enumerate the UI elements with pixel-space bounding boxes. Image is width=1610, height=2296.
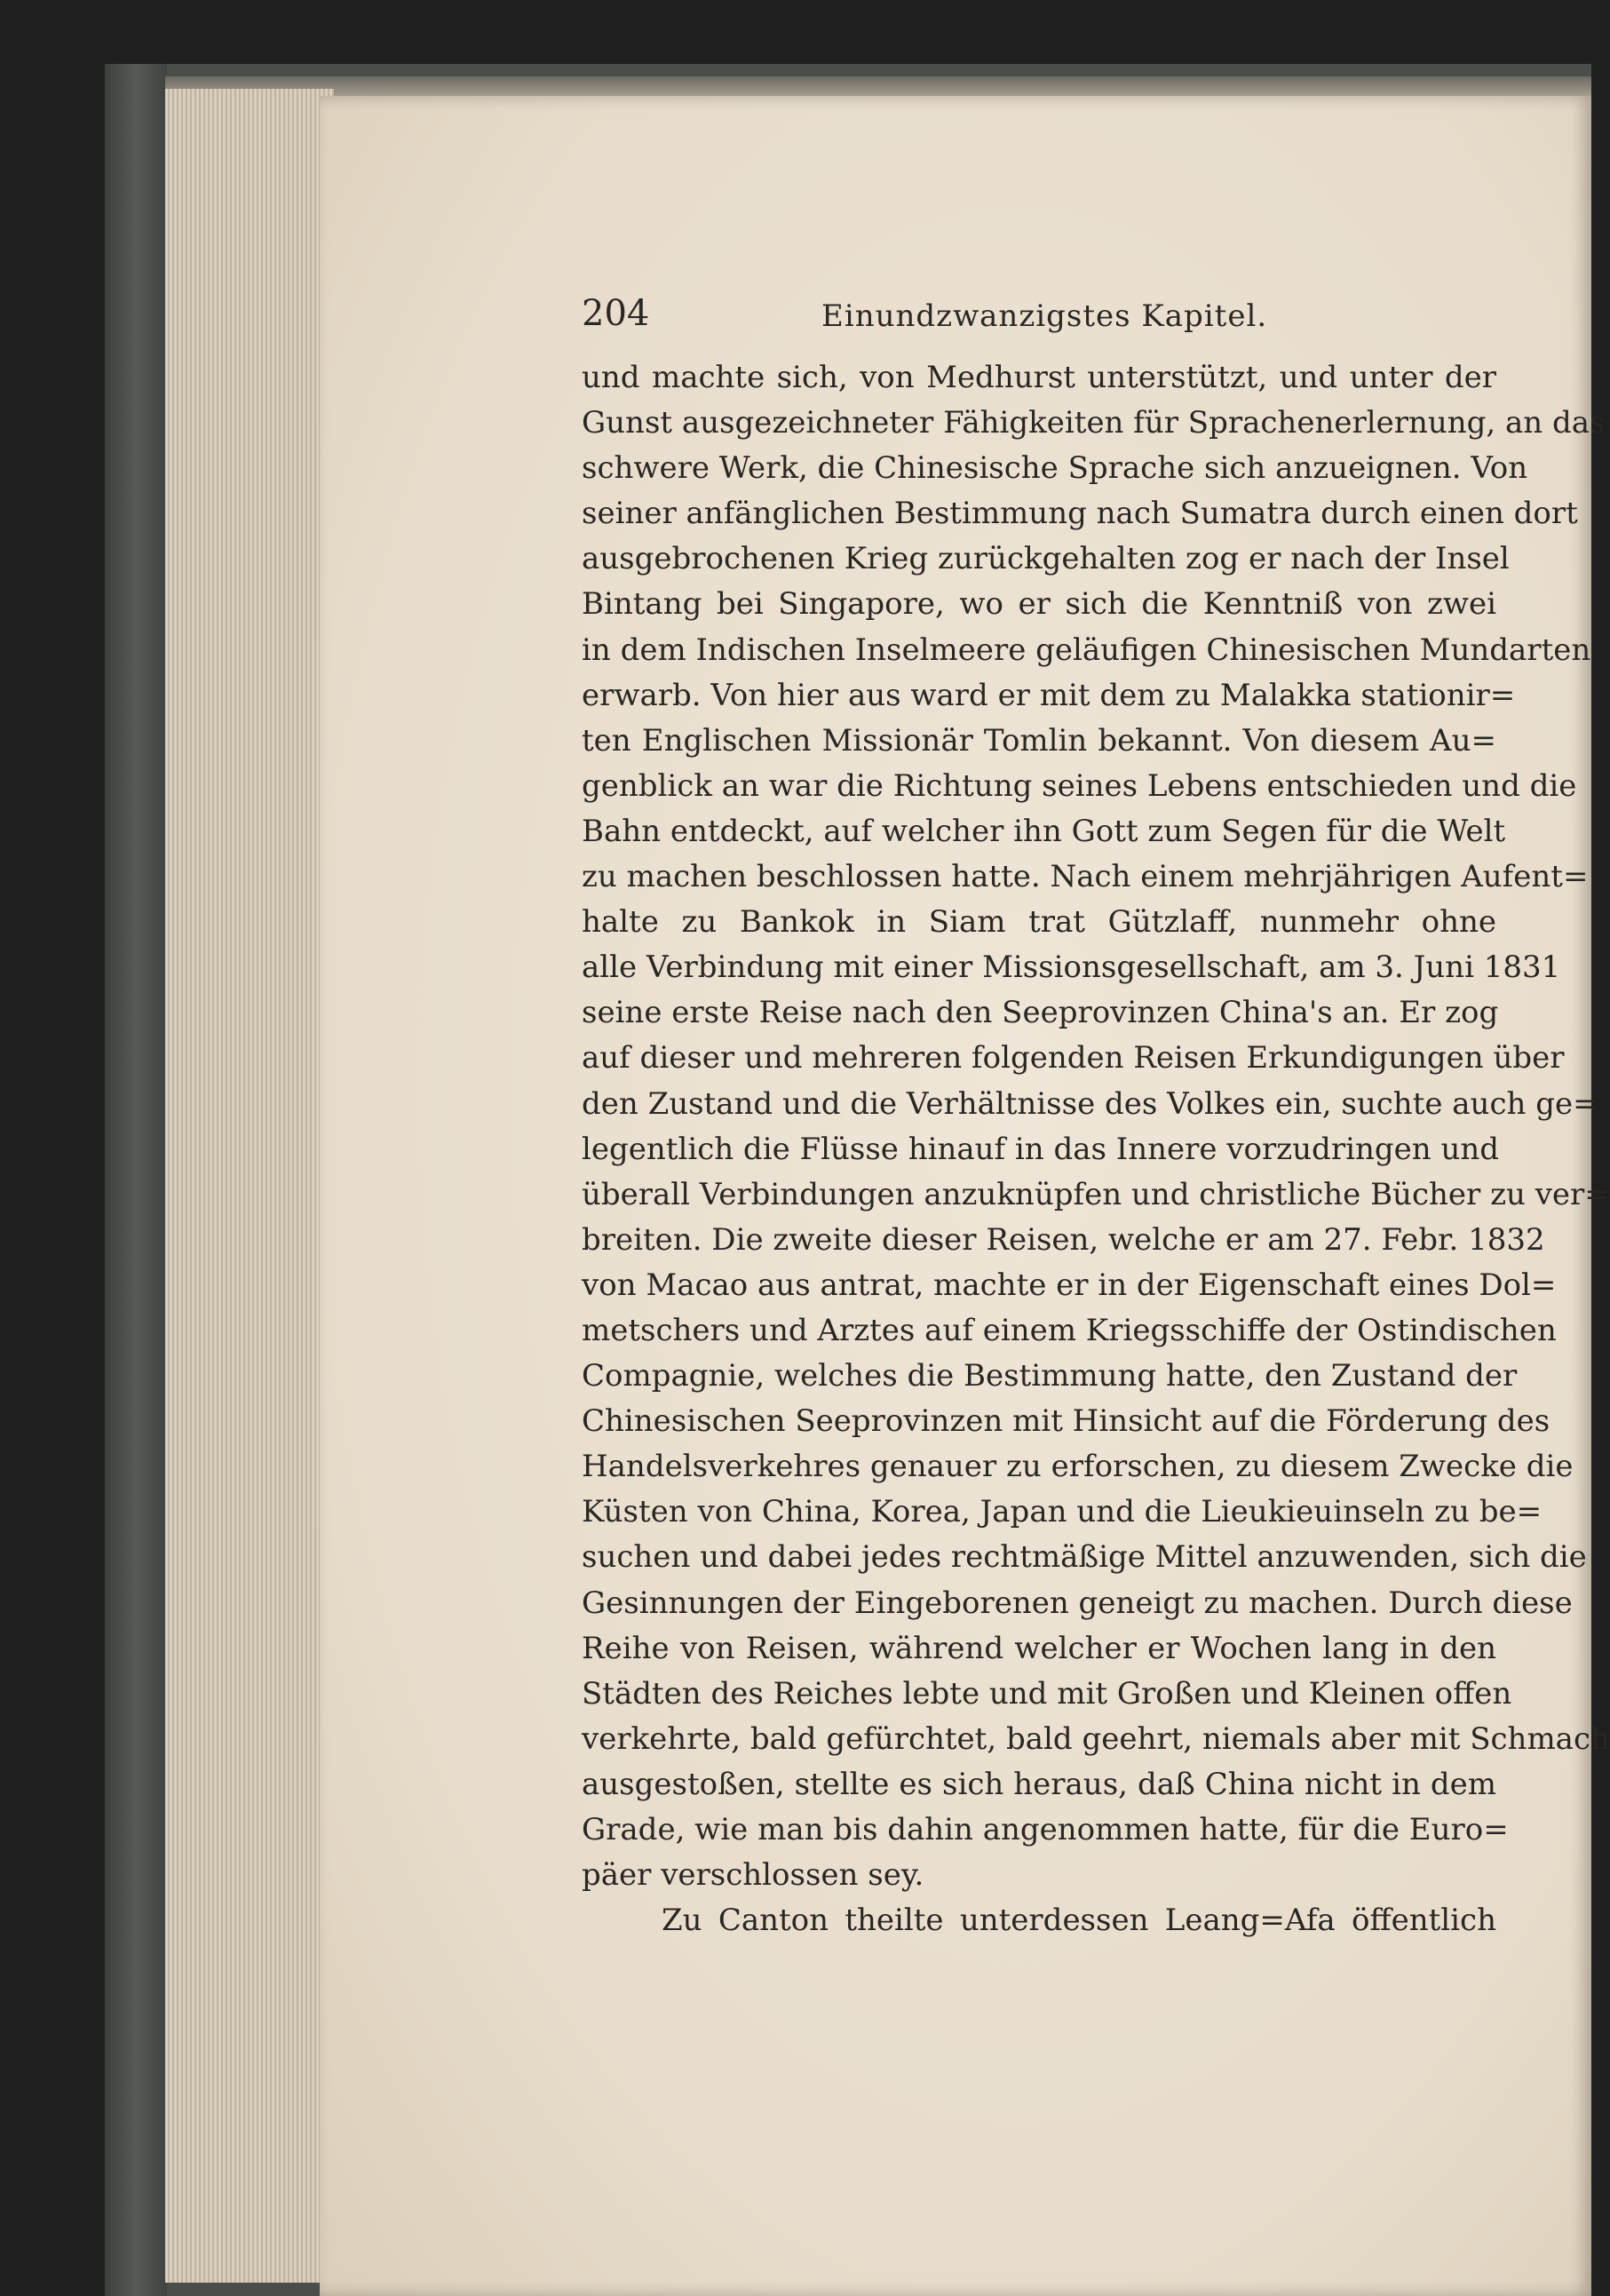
text-line: metschers und Arztes auf einem Kriegsschiffe der Ostindischen <box>582 1312 1557 1348</box>
text-line: Handelsverkehres genauer zu erforschen, zu diesem Zwecke die <box>582 1449 1574 1485</box>
running-title: Einundzwanzigstes Kapitel. <box>821 298 1268 334</box>
text-line: ausgestoßen, stellte es sich heraus, daß China nicht in dem <box>582 1766 1496 1802</box>
text-line: überall Verbindungen anzuknüpfen und christliche Bücher zu ver= <box>582 1176 1610 1212</box>
text-line: päer verschlossen sey. <box>582 1857 924 1894</box>
page-number: 204 <box>582 293 650 334</box>
text-line: ten Englischen Missionär Tomlin bekannt. Von diesem Au= <box>582 722 1496 759</box>
text-line: Grade, wie man bis dahin angenommen hatte, für die Euro= <box>582 1812 1509 1847</box>
text-line: den Zustand und die Verhältnisse des Volkes ein, suchte auch ge= <box>582 1085 1598 1122</box>
text-line: Bintang bei Singapore, wo er sich die Kenntniß von zwei <box>582 586 1496 623</box>
text-line: schwere Werk, die Chinesische Sprache sich anzueignen. Von <box>582 450 1528 487</box>
text-line: in dem Indischen Inselmeere geläufigen Chinesischen Mundarten <box>582 632 1591 668</box>
text-line: Reihe von Reisen, während welcher er Wochen lang in den <box>582 1630 1496 1666</box>
page-stack-edges <box>165 89 334 2283</box>
text-line: Küsten von China, Korea, Japan und die Lieukieuinseln zu be= <box>582 1494 1543 1530</box>
page-top-edge <box>165 76 1591 98</box>
page-header <box>582 293 1496 346</box>
text-line: Chinesischen Seeprovinzen mit Hinsicht auf die Förderung des <box>582 1403 1551 1440</box>
text-line: ausgebrochenen Krieg zurückgehalten zog er nach der Insel <box>582 541 1510 577</box>
text-line: erwarb. Von hier aus ward er mit dem zu Malakka stationir= <box>582 677 1516 713</box>
text-line: seine erste Reise nach den Seeprovinzen China's an. Er zog <box>582 995 1499 1031</box>
text-line: Compagnie, welches die Bestimmung hatte, den Zustand der <box>582 1358 1518 1394</box>
text-line: halte zu Bankok in Siam trat Gützlaff, nunmehr ohne <box>582 904 1496 941</box>
text-line: breiten. Die zweite dieser Reisen, welche er am 27. Febr. 1832 <box>582 1221 1545 1258</box>
text-line: auf dieser und mehreren folgenden Reisen Erkundigungen über <box>582 1040 1565 1076</box>
text-line: von Macao aus antrat, machte er in der Eigenschaft eines Dol= <box>582 1267 1557 1303</box>
text-line: seiner anfänglichen Bestimmung nach Sumatra durch einen dort <box>582 496 1578 532</box>
text-line: zu machen beschlossen hatte. Nach einem mehrjährigen Aufent= <box>582 859 1589 895</box>
text-line: Städten des Reiches lebte und mit Großen und Kleinen offen <box>582 1675 1512 1712</box>
body-text <box>582 355 1610 1943</box>
text-line: Zu Canton theilte unterdessen Leang=Afa öffentlich <box>662 1903 1496 1939</box>
book-spine-edge <box>105 64 167 2296</box>
text-line: Gunst ausgezeichneter Fähigkeiten für Sprachenerlernung, an das <box>582 405 1606 441</box>
text-line: suchen und dabei jedes rechtmäßige Mittel anzuwenden, sich die <box>582 1539 1587 1576</box>
text-line: Bahn entdeckt, auf welcher ihn Gott zum Segen für die Welt <box>582 813 1506 849</box>
text-line: verkehrte, bald gefürchtet, bald geehrt, niemals aber mit Schmach <box>582 1720 1610 1757</box>
text-line: legentlich die Flüsse hinauf in das Innere vorzudringen und <box>582 1131 1499 1167</box>
text-line: und machte sich, von Medhurst unterstützt, und unter der <box>582 360 1496 395</box>
text-line: Gesinnungen der Eingeborenen geneigt zu machen. Durch diese <box>582 1585 1573 1621</box>
text-line: genblick an war die Richtung seines Lebens entschieden und die <box>582 767 1577 804</box>
text-line: alle Verbindung mit einer Missionsgesellschaft, am 3. Juni 1831 <box>582 949 1561 986</box>
